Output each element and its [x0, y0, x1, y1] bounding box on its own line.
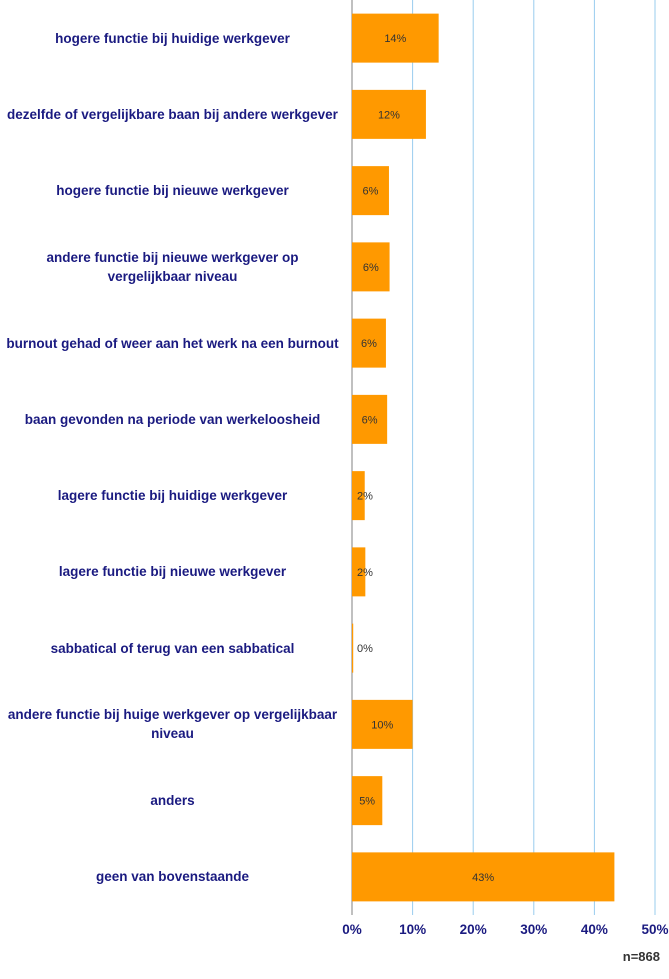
data-label: 6%: [362, 185, 379, 198]
bar: [352, 624, 353, 673]
category-label-row: [6, 771, 339, 831]
category-label: lagere functie bij nieuwe werkgever: [58, 564, 287, 580]
data-label: 0%: [357, 643, 373, 656]
data-label: 14%: [384, 33, 407, 46]
x-tick-label: 20%: [459, 922, 487, 937]
category-label: burnout gehad of weer aan het werk na een burnout: [6, 335, 339, 351]
category-label-row: [6, 618, 339, 678]
category-label-row: [6, 466, 339, 526]
data-label: 10%: [371, 719, 394, 732]
data-label: 6%: [361, 338, 377, 351]
category-label-row: [6, 84, 339, 144]
sample-size-note: n=868: [622, 949, 660, 964]
category-label-row: [6, 389, 339, 449]
category-label-row: [6, 8, 339, 68]
x-tick-label: 0%: [342, 922, 362, 937]
x-tick-label: 30%: [520, 922, 548, 937]
category-label: sabbatical of terug van een sabbatical: [50, 640, 295, 656]
category-label-row: [6, 542, 339, 602]
category-label-row: [6, 237, 339, 297]
category-label-row: [6, 694, 339, 754]
data-label: 12%: [377, 109, 400, 122]
data-label: 2%: [357, 566, 373, 579]
category-label: dezelfde of vergelijkbare baan bij andere werkgever: [7, 106, 338, 122]
category-label: geen van bovenstaande: [95, 869, 250, 885]
data-label: 43%: [472, 871, 495, 884]
x-axis: [342, 922, 668, 937]
category-label: andere functie bij huige werkgever op vergelijkbaar niveau: [7, 707, 338, 742]
x-tick-label: 40%: [580, 922, 608, 937]
category-label: andere functie bij nieuwe werkgever op vergelijkbaar niveau: [46, 249, 299, 284]
category-label: hogere functie bij nieuwe werkgever: [56, 183, 289, 199]
category-label-row: [6, 847, 339, 907]
data-label: 6%: [362, 261, 379, 274]
category-label: baan gevonden na periode van werkeloosheid: [24, 411, 321, 427]
category-label: hogere functie bij huidige werkgever: [55, 30, 290, 46]
category-label-row: [6, 313, 339, 373]
data-label: 6%: [361, 414, 378, 427]
x-tick-label: 10%: [399, 922, 427, 937]
category-label-row: [6, 161, 339, 221]
category-label: lagere functie bij huidige werkgever: [57, 488, 288, 504]
data-label: 2%: [357, 490, 373, 503]
category-label: anders: [150, 793, 195, 809]
x-tick-label: 50%: [641, 922, 669, 937]
bars: [352, 14, 614, 902]
data-label: 5%: [359, 795, 376, 808]
